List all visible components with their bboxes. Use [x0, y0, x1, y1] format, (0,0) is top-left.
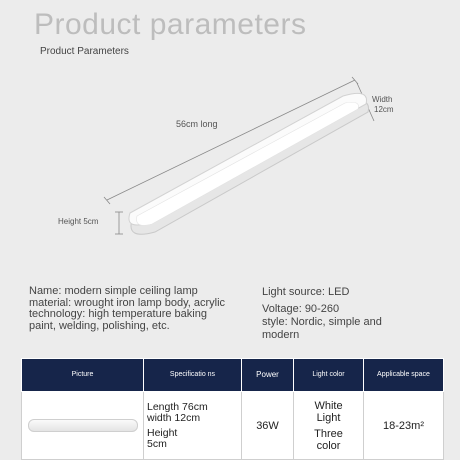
ceiling-lamp-illustration — [129, 93, 369, 234]
length-label: 56cm long — [176, 119, 218, 129]
cell-power: 36W — [242, 392, 294, 460]
header-picture: Picture — [22, 359, 144, 392]
page-title: Product parameters — [34, 8, 307, 41]
header-light-color: Light color — [294, 359, 364, 392]
spec-voltage: Voltage: 90-260 — [262, 303, 340, 315]
spec-technology: technology: high temperature baking — [29, 308, 207, 320]
spec-material: material: wrought iron lamp body, acrylic — [29, 296, 226, 309]
header-specifications: Specificatio ns — [144, 359, 242, 392]
cell-applicable-space: 18-23m² — [364, 392, 444, 460]
spec-style: style: Nordic, simple and — [262, 316, 382, 328]
cell-picture — [22, 392, 144, 460]
cell-specifications — [144, 392, 242, 460]
color-line1: White — [314, 399, 343, 412]
height-label: Height 5cm — [58, 217, 99, 226]
spec-length: Length 76cm — [147, 400, 208, 413]
width-label-line2: 12cm — [374, 105, 394, 114]
spec-height-value: 5cm — [147, 437, 167, 450]
spec-style-cont: modern — [262, 329, 300, 341]
product-parameter-table — [21, 358, 444, 460]
header-power: Power — [242, 359, 294, 392]
spec-name: Name: modern simple ceiling lamp — [29, 285, 198, 297]
spec-width: width 12cm — [147, 411, 201, 424]
lamp-thumbnail — [28, 419, 138, 432]
table-header-row — [22, 359, 444, 392]
cell-light-color — [294, 392, 364, 460]
header-applicable-space: Applicable space — [364, 359, 444, 392]
spec-technology-cont: paint, welding, polishing, etc. — [29, 319, 170, 332]
product-description — [29, 286, 259, 332]
lamp-dimension-diagram — [0, 60, 460, 260]
spec-light-source: Light source: LED — [262, 286, 350, 298]
color-line2: Light — [316, 411, 341, 424]
color-line3: Three — [314, 427, 343, 440]
width-label-line1: Width — [372, 95, 393, 104]
product-electrical-specs — [262, 286, 412, 342]
spec-height: Height — [147, 426, 178, 439]
table-row — [22, 392, 444, 460]
color-line4: color — [316, 439, 341, 452]
page-subtitle: Product Parameters — [40, 46, 129, 57]
